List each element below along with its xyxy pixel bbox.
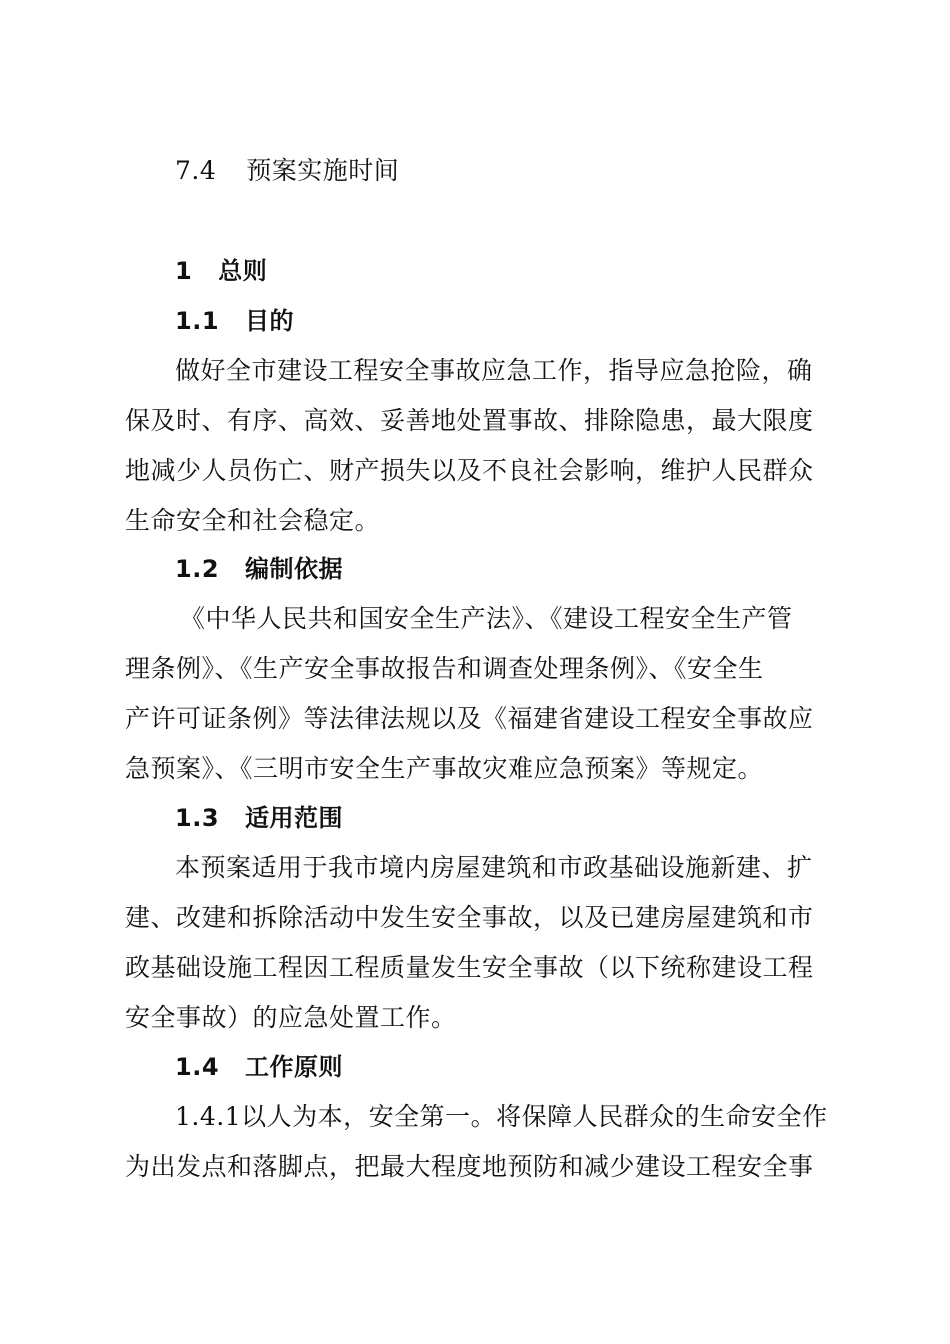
paragraph-line: 本预案适用于我市境内房屋建筑和市政基础设施新建、扩 — [175, 853, 813, 882]
section-title: 工作原则 — [245, 1053, 344, 1081]
section-number: 1.3 — [175, 804, 220, 832]
paragraph-line: 做好全市建设工程安全事故应急工作，指导应急抢险，确 — [175, 356, 813, 385]
section-number: 1.1 — [175, 307, 220, 335]
paragraph-line: 建、改建和拆除活动中发生安全事故，以及已建房屋建筑和市 — [125, 903, 814, 932]
section-title: 总则 — [218, 257, 268, 285]
section-number: 1 — [175, 257, 193, 285]
section-1-2-heading — [175, 553, 343, 585]
section-number: 1.4 — [175, 1053, 220, 1081]
toc-entry-7-4 — [175, 155, 399, 187]
paragraph-line: 生命安全和社会稳定。 — [125, 506, 381, 535]
paragraph-line: 产许可证条例》等法律法规以及《福建省建设工程安全事故应 — [125, 704, 814, 733]
paragraph-line: 1.4.1以人为本，安全第一。将保障人民群众的生命安全作 — [175, 1102, 828, 1131]
paragraph-line: 保及时、有序、高效、妥善地处置事故、排除隐患，最大限度 — [125, 406, 814, 435]
paragraph-line: 地减少人员伤亡、财产损失以及不良社会影响，维护人民群众 — [125, 456, 814, 485]
toc-entry-number: 7.4 — [175, 156, 217, 185]
section-1-4-heading — [175, 1051, 343, 1083]
paragraph-line: 理条例》、《生产安全事故报告和调查处理条例》、《安全生 — [125, 654, 764, 683]
section-1-1-heading — [175, 305, 294, 337]
section-title: 编制依据 — [245, 555, 344, 583]
section-1-heading — [175, 255, 267, 287]
section-title: 适用范围 — [245, 804, 344, 832]
section-1-3-heading — [175, 802, 343, 834]
paragraph-line: 政基础设施工程因工程质量发生安全事故（以下统称建设工程 — [125, 953, 814, 982]
toc-entry-title: 预案实施时间 — [246, 156, 400, 185]
section-title: 目的 — [245, 307, 295, 335]
paragraph-line: 急预案》、《三明市安全生产事故灾难应急预案》等规定。 — [125, 754, 764, 783]
paragraph-line: 安全事故）的应急处置工作。 — [125, 1003, 457, 1032]
section-number: 1.2 — [175, 555, 220, 583]
paragraph-line: 为出发点和落脚点，把最大程度地预防和减少建设工程安全事 — [125, 1152, 814, 1181]
paragraph-line: 《中华人民共和国安全生产法》、《建设工程安全生产管 — [180, 604, 793, 633]
